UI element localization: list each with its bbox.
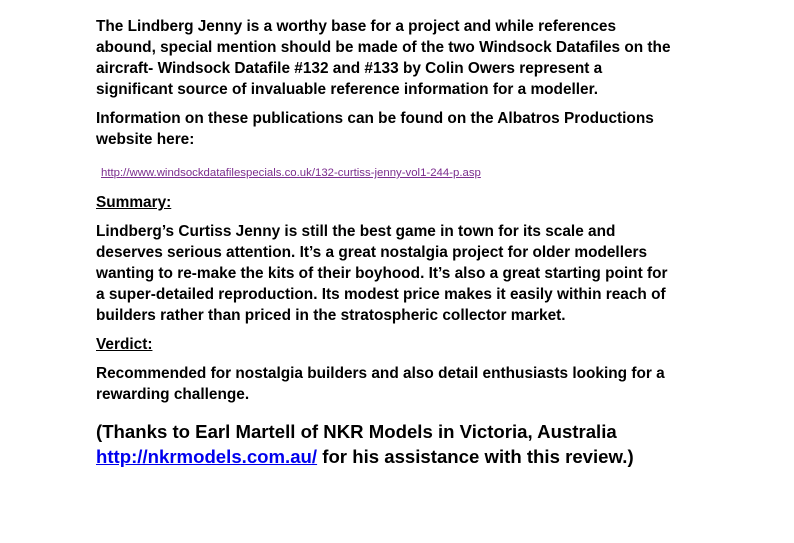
thanks-line-2-suffix: for his assistance with this review.)	[317, 446, 634, 467]
windsock-datafile-link[interactable]: http://www.windsockdatafilespecials.co.uk/132-curtiss-jenny-vol1-244-p.asp	[101, 167, 481, 179]
summary-heading: Summary:	[96, 194, 172, 211]
windsock-link-line	[101, 166, 706, 180]
info-paragraph: Information on these publications can be found on the Albatros Productions website here:	[96, 110, 654, 148]
thanks-line-1: (Thanks to Earl Martell of NKR Models in Victoria, Australia	[96, 421, 617, 442]
verdict-paragraph: Recommended for nostalgia builders and also detail enthusiasts looking for a rewarding challenge.	[96, 365, 665, 403]
intro-paragraph: The Lindberg Jenny is a worthy base for a project and while references abound, special mention should be made of the two Windsock Datafiles on the aircraft- Windsock Datafile #132 and #133 by Colin Owers represent a significant source of invaluable reference information for a modeller.	[96, 18, 671, 98]
thanks-line-2	[96, 444, 706, 469]
summary-paragraph: Lindberg’s Curtiss Jenny is still the best game in town for its scale and deserves serious attention. It’s a great nostalgia project for older modellers wanting to re-make the kits of their boyhood. It’s also a great starting point for a super-detailed reproduction. Its modest price makes it easily within reach of builders rather than priced in the stratospheric collector market.	[96, 223, 668, 324]
verdict-heading: Verdict:	[96, 336, 153, 353]
thanks-note	[96, 419, 706, 469]
nkr-models-link[interactable]: http://nkrmodels.com.au/	[96, 446, 318, 467]
article-page	[96, 16, 706, 469]
